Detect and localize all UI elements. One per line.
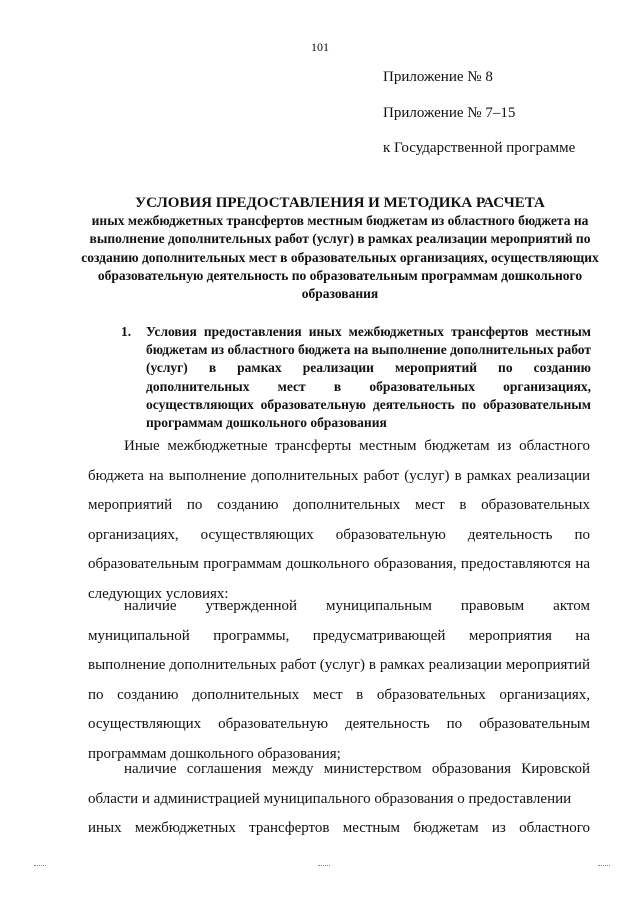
- body-paragraph-4: иных межбюджетных трансфертов местным бюджетам из областного: [88, 820, 590, 836]
- section-number: 1.: [121, 324, 132, 339]
- document-title: УСЛОВИЯ ПРЕДОСТАВЛЕНИЯ И МЕТОДИКА РАСЧЕТА: [135, 195, 545, 211]
- document-subtitle: иных межбюджетных трансфертов местным бюджетам из областного бюджета на выполнение дополнительных работ (услуг) в рамках реализации мероприятий по созданию дополнительных мест в образовательных организациях, осуществляющих образовательную деятельность по образовательным программам дошкольного образования: [81, 213, 599, 302]
- page-number: 101: [311, 40, 329, 54]
- body-paragraph-2: наличие утвержденной муниципальным правовым актом муниципальной программы, предусматривающей мероприятия на выполнение дополнительных работ (услуг) в рамках реализации мероприятий по созданию дополнительных мест в образовательных организациях, осуществляющих образовательную деятельность по образовательным программам дошкольного образования;: [88, 598, 590, 762]
- appendix-line-1: Приложение № 8: [383, 69, 493, 85]
- scan-marks: [0, 865, 640, 885]
- scan-mark-right: [598, 865, 610, 867]
- scan-mark-left: [34, 865, 46, 867]
- body-paragraph-1: Иные межбюджетные трансферты местным бюджетам из областного бюджета на выполнение дополнительных работ (услуг) в рамках реализации мероприятий по созданию дополнительных мест в образовательных организациях, осуществляющих образовательную деятельность по образовательным программам дошкольного образования, предоставляются на следующих условиях:: [88, 438, 590, 602]
- scan-mark-center: [318, 865, 330, 867]
- body-paragraph-3: наличие соглашения между министерством образования Кировской области и администрацией муниципального образования о предоставлении: [88, 761, 590, 807]
- appendix-line-2: Приложение № 7–15: [383, 105, 516, 121]
- appendix-line-3: к Государственной программе: [383, 140, 576, 156]
- section-title: Условия предоставления иных межбюджетных трансфертов местным бюджетам из областного бюджета на выполнение дополнительных работ (услуг) в рамках реализации мероприятий по созданию дополнительных мест в образовательных организациях, осуществляющих образовательную деятельность по образовательным программам дошкольного образования: [146, 324, 591, 431]
